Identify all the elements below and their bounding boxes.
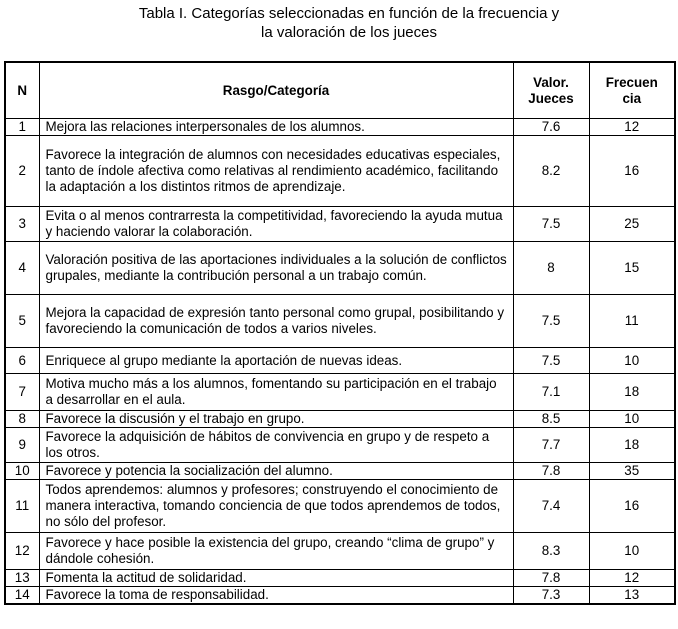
table-row — [5, 242, 675, 295]
row-valor: 8.2 — [513, 136, 589, 207]
table-row — [5, 119, 675, 136]
row-rasgo: Favorece la integración de alumnos con necesidades educativas especiales, tanto de índole afectiva como relativas al rendimiento académico, facilitando la adaptación a los distintos ritmos de aprendizaje. — [39, 136, 513, 207]
row-frecuencia: 11 — [589, 295, 675, 348]
row-valor: 7.5 — [513, 207, 589, 242]
caption-line-2: la valoración de los jueces — [261, 24, 437, 41]
row-frecuencia: 10 — [589, 411, 675, 428]
categories-table — [4, 61, 676, 605]
row-frecuencia: 25 — [589, 207, 675, 242]
table-row — [5, 428, 675, 463]
row-valor: 7.7 — [513, 428, 589, 463]
row-valor: 8.3 — [513, 533, 589, 570]
table-row — [5, 374, 675, 411]
row-rasgo: Fomenta la actitud de solidaridad. — [39, 570, 513, 587]
row-number: 4 — [5, 242, 39, 295]
row-number: 8 — [5, 411, 39, 428]
row-valor: 7.8 — [513, 570, 589, 587]
table-row — [5, 533, 675, 570]
table-row — [5, 480, 675, 533]
row-number: 9 — [5, 428, 39, 463]
row-valor: 7.8 — [513, 463, 589, 480]
row-rasgo: Enriquece al grupo mediante la aportación de nuevas ideas. — [39, 348, 513, 374]
header-rasgo: Rasgo/Categoría — [39, 62, 513, 119]
row-frecuencia: 10 — [589, 533, 675, 570]
row-number: 10 — [5, 463, 39, 480]
row-number: 7 — [5, 374, 39, 411]
table-row — [5, 136, 675, 207]
table-row — [5, 348, 675, 374]
row-valor: 8.5 — [513, 411, 589, 428]
row-frecuencia: 16 — [589, 136, 675, 207]
row-rasgo: Todos aprendemos: alumnos y profesores; construyendo el conocimiento de manera interactiva, tomando conciencia de que todos aprendemos de todos, no sólo del profesor. — [39, 480, 513, 533]
table-row — [5, 463, 675, 480]
row-valor: 7.1 — [513, 374, 589, 411]
row-rasgo: Mejora la capacidad de expresión tanto personal como grupal, posibilitando y favoreciendo la comunicación de todos a varios niveles. — [39, 295, 513, 348]
row-frecuencia: 12 — [589, 570, 675, 587]
header-frecuencia — [589, 62, 675, 119]
row-number: 3 — [5, 207, 39, 242]
row-valor: 7.6 — [513, 119, 589, 136]
table-row — [5, 207, 675, 242]
row-number: 2 — [5, 136, 39, 207]
header-frec-line1: Frecuen — [605, 74, 658, 90]
row-number: 1 — [5, 119, 39, 136]
header-n: N — [5, 62, 39, 119]
row-frecuencia: 35 — [589, 463, 675, 480]
table-row — [5, 411, 675, 428]
row-frecuencia: 10 — [589, 348, 675, 374]
header-frec-line2: cia — [622, 90, 642, 106]
table-caption — [0, 4, 678, 42]
row-frecuencia: 13 — [589, 587, 675, 605]
caption-line-1: Tabla I. Categorías seleccionadas en función de la frecuencia y — [138, 5, 560, 22]
row-frecuencia: 12 — [589, 119, 675, 136]
row-number: 13 — [5, 570, 39, 587]
row-valor: 7.3 — [513, 587, 589, 605]
row-number: 12 — [5, 533, 39, 570]
table-header-row — [5, 62, 675, 119]
row-valor: 7.4 — [513, 480, 589, 533]
row-valor: 7.5 — [513, 295, 589, 348]
row-rasgo: Favorece y hace posible la existencia del grupo, creando “clima de grupo” y dándole cohesión. — [39, 533, 513, 570]
row-rasgo: Motiva mucho más a los alumnos, fomentando su participación en el trabajo a desarrollar en el aula. — [39, 374, 513, 411]
row-rasgo: Mejora las relaciones interpersonales de los alumnos. — [39, 119, 513, 136]
row-valor: 8 — [513, 242, 589, 295]
header-valor-line2: Jueces — [528, 90, 574, 106]
table-row — [5, 295, 675, 348]
row-rasgo: Evita o al menos contrarresta la competitividad, favoreciendo la ayuda mutua y haciendo valorar la colaboración. — [39, 207, 513, 242]
row-number: 14 — [5, 587, 39, 605]
row-valor: 7.5 — [513, 348, 589, 374]
row-number: 6 — [5, 348, 39, 374]
header-valor — [513, 62, 589, 119]
row-frecuencia: 18 — [589, 428, 675, 463]
row-rasgo: Favorece la discusión y el trabajo en grupo. — [39, 411, 513, 428]
table-body — [5, 119, 675, 605]
table-row — [5, 570, 675, 587]
row-frecuencia: 16 — [589, 480, 675, 533]
row-number: 5 — [5, 295, 39, 348]
row-number: 11 — [5, 480, 39, 533]
row-frecuencia: 15 — [589, 242, 675, 295]
header-valor-line1: Valor. — [533, 74, 569, 90]
row-rasgo: Favorece y potencia la socialización del alumno. — [39, 463, 513, 480]
row-rasgo: Favorece la toma de responsabilidad. — [39, 587, 513, 605]
row-frecuencia: 18 — [589, 374, 675, 411]
row-rasgo: Favorece la adquisición de hábitos de convivencia en grupo y de respeto a los otros. — [39, 428, 513, 463]
row-rasgo: Valoración positiva de las aportaciones individuales a la solución de conflictos grupales, mediante la contribución personal a un trabajo común. — [39, 242, 513, 295]
table-row — [5, 587, 675, 605]
